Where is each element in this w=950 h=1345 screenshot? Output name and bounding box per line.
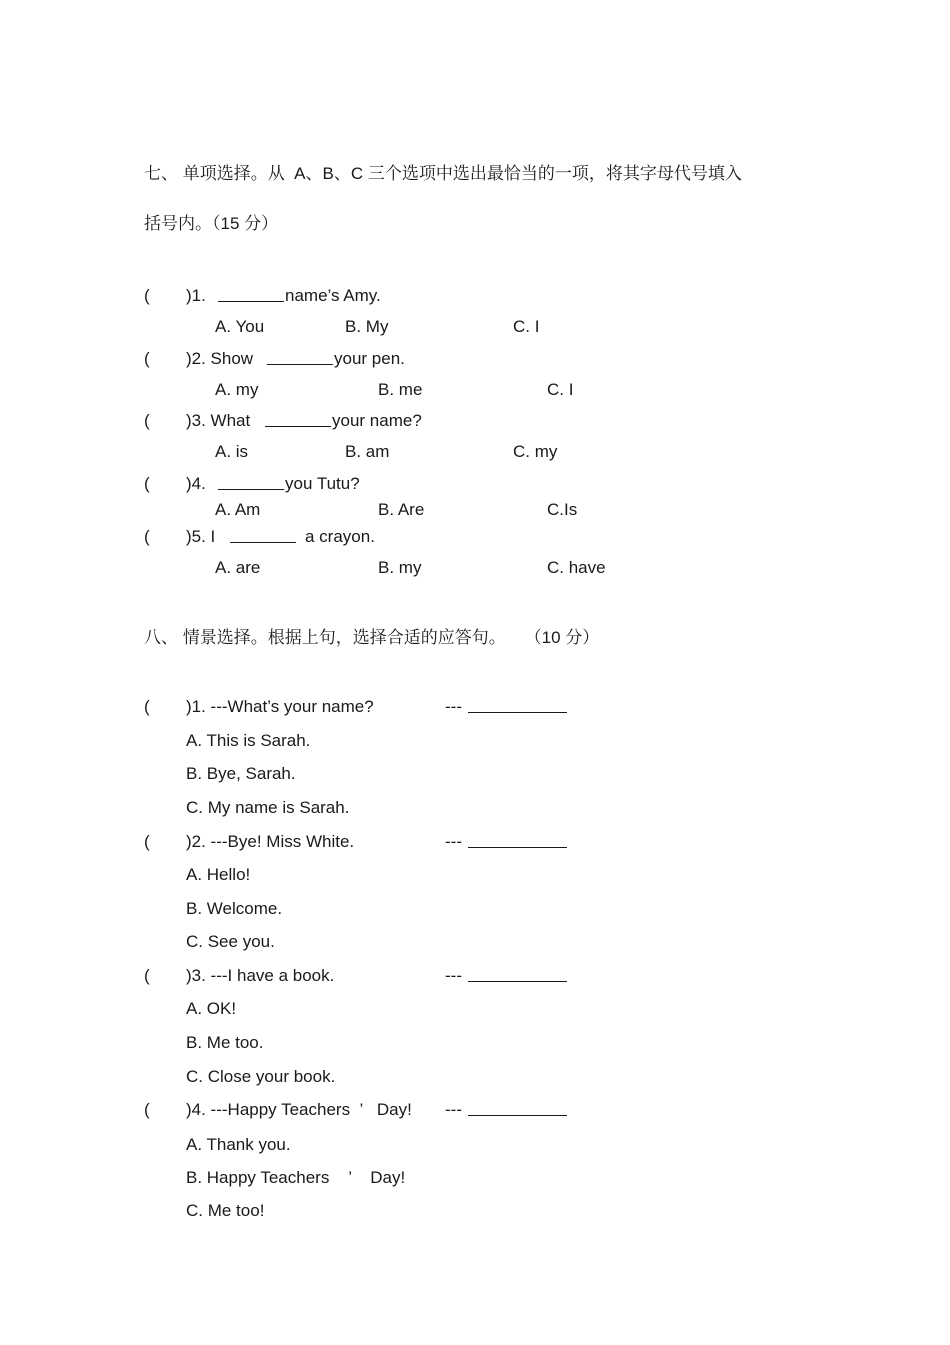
response-dash: --- [445, 1100, 462, 1119]
answer-paren[interactable]: ( [144, 349, 150, 368]
option-a: A. is [215, 442, 249, 461]
question-number: )2. Show [186, 349, 254, 368]
answer-blank[interactable] [230, 527, 296, 543]
answer-paren[interactable]: ( [144, 286, 150, 305]
option-a: A. are [215, 558, 261, 577]
answer-blank[interactable] [468, 966, 567, 982]
option-c: C. have [547, 558, 606, 577]
question-number: )4. [186, 474, 206, 493]
question-number: )1. [186, 286, 206, 305]
option-b: B. My [345, 317, 389, 336]
answer-paren[interactable]: ( [144, 411, 150, 430]
section8-heading: 八、 情景选择。根据上句，选择合适的应答句。 （10 分） [144, 628, 600, 647]
option-a: A. Hello! [186, 865, 251, 884]
response-dash: --- [445, 832, 462, 851]
answer-paren[interactable]: ( [144, 527, 150, 546]
option-c: C. Close your book. [186, 1067, 336, 1086]
option-a: A. This is Sarah. [186, 731, 311, 750]
answer-paren[interactable]: ( [144, 966, 150, 985]
section7-heading-line1: 七、 单项选择。从 A、B、C 三个选项中选出最恰当的一项，将其字母代号填入 [144, 164, 742, 183]
answer-blank[interactable] [468, 1100, 567, 1116]
option-a: A. my [215, 380, 259, 399]
option-c: C. My name is Sarah. [186, 798, 350, 817]
option-b: B. Are [378, 500, 425, 519]
question-text: you Tutu? [285, 474, 360, 493]
option-b: B. Me too. [186, 1033, 264, 1052]
option-c: C. my [513, 442, 558, 461]
answer-paren[interactable]: ( [144, 1100, 150, 1119]
question-text: a crayon. [305, 527, 375, 546]
option-b: B. my [378, 558, 422, 577]
response-dash: --- [445, 697, 462, 716]
option-b: B. Bye, Sarah. [186, 764, 296, 783]
option-a: A. You [215, 317, 265, 336]
section7-heading-line2: 括号内。（15 分） [144, 214, 279, 233]
question-prompt: )3. ---I have a book. [186, 966, 335, 985]
answer-blank[interactable] [468, 697, 567, 713]
question-prompt: )2. ---Bye! Miss White. [186, 832, 355, 851]
answer-blank[interactable] [218, 286, 284, 302]
question-number: )3. What [186, 411, 251, 430]
option-c: C. See you. [186, 932, 275, 951]
answer-blank[interactable] [218, 474, 284, 490]
question-prompt: )4. ---Happy Teachers ’ Day! [186, 1100, 412, 1119]
option-b: B. Welcome. [186, 899, 283, 918]
answer-blank[interactable] [267, 349, 333, 365]
answer-paren[interactable]: ( [144, 697, 150, 716]
option-c: C.Is [547, 500, 578, 519]
option-a: A. Am [215, 500, 261, 519]
response-dash: --- [445, 966, 462, 985]
option-a: A. Thank you. [186, 1135, 291, 1154]
question-number: )5. I [186, 527, 216, 546]
answer-paren[interactable]: ( [144, 832, 150, 851]
option-a: A. OK! [186, 999, 237, 1018]
option-b: B. am [345, 442, 390, 461]
option-c: C. Me too! [186, 1201, 265, 1220]
option-b: B. Happy Teachers ’ Day! [186, 1168, 406, 1187]
answer-paren[interactable]: ( [144, 474, 150, 493]
option-c: C. I [513, 317, 540, 336]
question-text: name’s Amy. [285, 286, 381, 305]
option-c: C. I [547, 380, 574, 399]
question-prompt: )1. ---What’s your name? [186, 697, 374, 716]
answer-blank[interactable] [265, 411, 331, 427]
question-text: your pen. [334, 349, 405, 368]
answer-blank[interactable] [468, 832, 567, 848]
question-text: your name? [332, 411, 422, 430]
option-b: B. me [378, 380, 423, 399]
